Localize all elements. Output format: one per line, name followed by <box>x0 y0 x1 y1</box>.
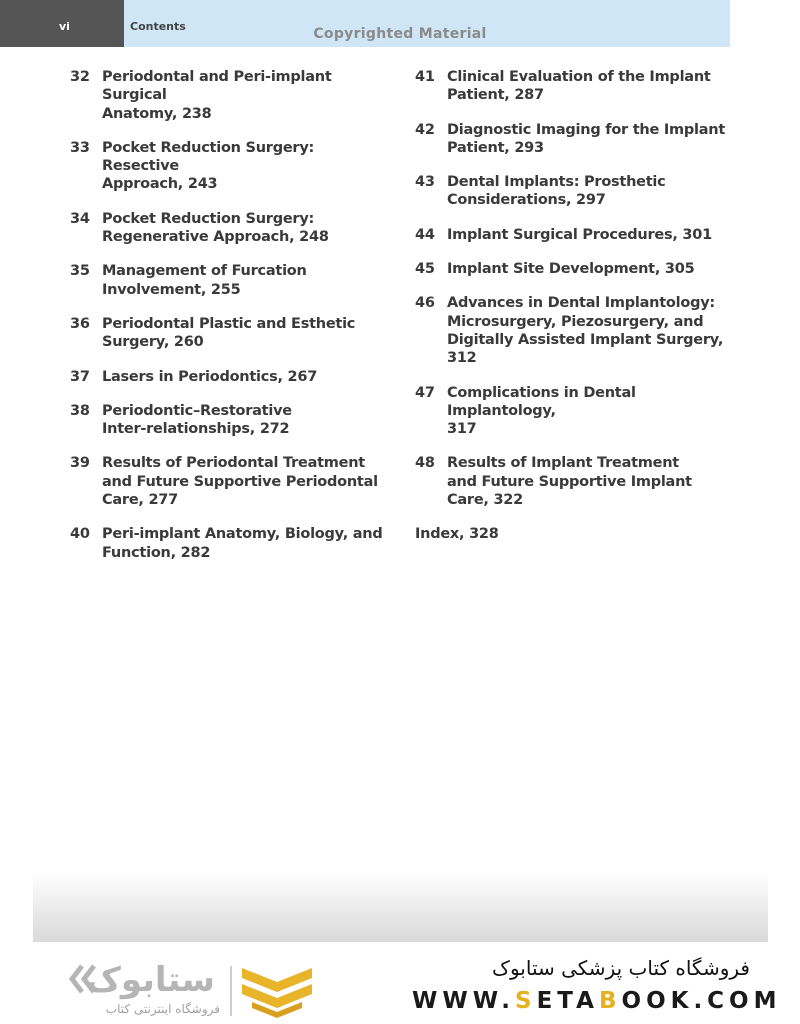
chapter-title: Results of Periodontal Treatment and Future Supportive Periodontal Care, 277 <box>102 455 378 509</box>
logo-divider <box>230 966 232 1016</box>
chapter-title: Peri-implant Anatomy, Biology, and Function, 282 <box>102 526 383 561</box>
chapter-title: Advances in Dental Implantology: Microsurgery, Piezosurgery, and Digitally Assisted Implant Surgery, 312 <box>447 295 724 367</box>
toc-entry[interactable] <box>70 454 390 509</box>
url-part-accent: S <box>514 988 537 1014</box>
chapter-title: Periodontic–Restorative Inter-relationships, 272 <box>102 402 292 438</box>
toc-entry[interactable] <box>415 121 745 158</box>
chapter-number: 38 <box>70 402 90 419</box>
chapter-title: Pocket Reduction Surgery: Resective Approach, 243 <box>102 139 315 193</box>
toc-entry[interactable] <box>70 262 390 299</box>
chapter-title: Periodontal Plastic and Esthetic Surgery, 260 <box>102 315 356 351</box>
url-part: WWW. <box>412 988 515 1014</box>
toc-entry[interactable] <box>415 260 745 278</box>
chapter-number: 37 <box>70 368 90 385</box>
chapter-number: 39 <box>70 455 90 472</box>
chapter-title: Periodontal and Peri-implant Surgical Anatomy, 238 <box>102 69 332 122</box>
toc-entry[interactable] <box>415 454 745 509</box>
toc-entry[interactable] <box>70 139 390 194</box>
toc-entry[interactable] <box>415 294 745 367</box>
chapter-title: Clinical Evaluation of the Implant Patient, 287 <box>447 69 711 104</box>
chapter-number: 34 <box>70 210 90 227</box>
store-name: فروشگاه کتاب پزشکی ستابوک <box>492 956 750 980</box>
page-number: vi <box>59 20 70 33</box>
toc-entry[interactable] <box>70 368 390 386</box>
toc-entry[interactable] <box>70 210 390 247</box>
chapter-number: 46 <box>415 295 435 312</box>
chapter-title: Implant Site Development, 305 <box>447 261 695 278</box>
chapter-title: Results of Implant Treatment and Future Supportive Implant Care, 322 <box>447 455 692 509</box>
footer-fade <box>33 872 768 942</box>
chapter-number: 43 <box>415 174 435 191</box>
url-part: OOK.COM <box>621 988 782 1014</box>
toc-entry[interactable] <box>415 384 745 439</box>
toc-column-left <box>70 68 390 578</box>
logo-subtitle: فروشگاه اینترنتی کتاب <box>105 1002 220 1016</box>
url-part: ETA <box>536 988 599 1014</box>
chapter-number: 33 <box>70 139 90 156</box>
toc-entry[interactable] <box>70 402 390 439</box>
chapter-title: Dental Implants: Prosthetic Considerations, 297 <box>447 174 666 209</box>
toc-entry[interactable] <box>415 226 745 244</box>
chapter-title: Management of Furcation Involvement, 255 <box>102 263 307 298</box>
section-title: Contents <box>130 20 186 33</box>
toc-index-entry[interactable] <box>415 525 745 543</box>
chapter-number: 42 <box>415 121 435 138</box>
chapter-title: Implant Surgical Procedures, 301 <box>447 226 712 243</box>
chapter-title: Pocket Reduction Surgery: Regenerative Approach, 248 <box>102 210 329 246</box>
url-part-accent: B <box>598 988 622 1014</box>
chapter-title: Diagnostic Imaging for the Implant Patient, 293 <box>447 121 726 156</box>
chapter-number: 45 <box>415 261 435 278</box>
toc-column-right <box>415 68 745 560</box>
book-logo-icon <box>240 962 314 1022</box>
chapter-title: Complications in Dental Implantology, 317 <box>447 384 636 438</box>
copyright-watermark: Copyrighted Material <box>313 26 487 42</box>
chapter-number: 36 <box>70 315 90 332</box>
chapter-number: 47 <box>415 384 435 401</box>
index-title: Index, 328 <box>415 526 499 543</box>
chapter-number: 40 <box>70 526 90 543</box>
toc-entry[interactable] <box>415 68 745 105</box>
toc-entry[interactable] <box>70 315 390 352</box>
toc-entry[interactable] <box>415 173 745 210</box>
store-url[interactable] <box>412 988 782 1014</box>
store-footer <box>0 942 800 1024</box>
toc-entry[interactable] <box>70 525 390 562</box>
chapter-number: 48 <box>415 455 435 472</box>
chapter-number: 35 <box>70 263 90 280</box>
logo-wordmark: ستابوک <box>86 960 215 1000</box>
chapter-number: 44 <box>415 226 435 243</box>
chapter-title: Lasers in Periodontics, 267 <box>102 368 318 385</box>
toc-entry[interactable] <box>70 68 390 123</box>
chapter-number: 32 <box>70 69 90 85</box>
chapter-number: 41 <box>415 69 435 85</box>
